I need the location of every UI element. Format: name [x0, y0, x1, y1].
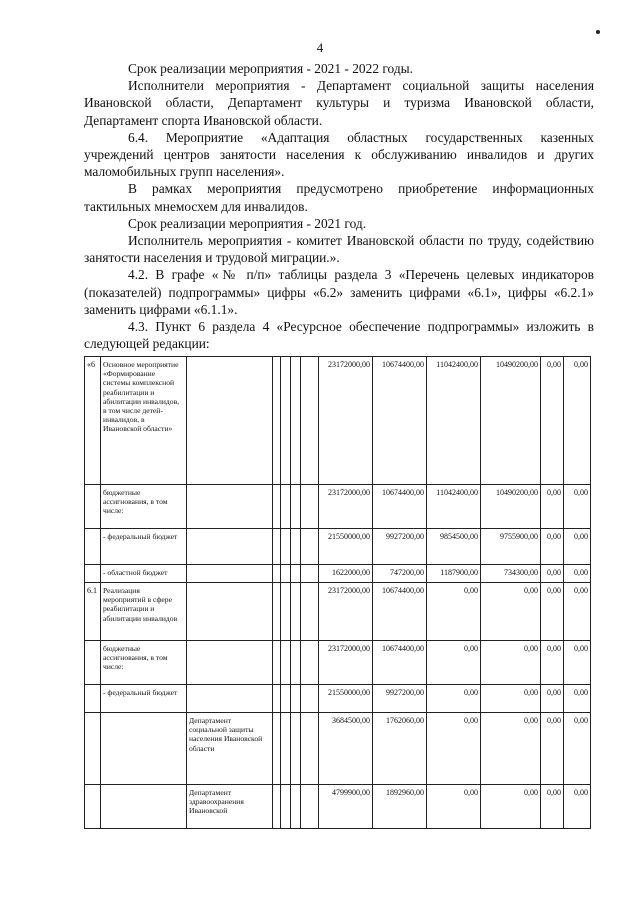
value-cell: 10674400,00 — [373, 583, 427, 641]
value-cell: 9927200,00 — [373, 685, 427, 713]
row-number — [85, 785, 101, 829]
table-row — [85, 565, 591, 583]
value-cell: 0,00 — [541, 713, 564, 785]
empty-cell — [301, 357, 319, 485]
empty-cell — [281, 583, 291, 641]
value-cell: 0,00 — [541, 529, 564, 565]
resource-table — [84, 356, 591, 829]
empty-cell — [291, 583, 301, 641]
empty-cell — [291, 641, 301, 685]
row-name: Основное мероприятие «Формирование системы комплексной реабилитации и абилитации инвалидов, в том числе детей-инвалидов, в Ивановской области» — [101, 357, 187, 485]
value-cell: 0,00 — [541, 641, 564, 685]
value-cell: 11042400,00 — [427, 357, 481, 485]
row-name: Реализация мероприятий в сфере реабилитации и абилитации инвалидов — [101, 583, 187, 641]
value-cell: 23172000,00 — [319, 641, 373, 685]
value-cell: 0,00 — [541, 357, 564, 485]
value-cell: 11042400,00 — [427, 485, 481, 529]
empty-cell — [291, 529, 301, 565]
value-cell: 9854500,00 — [427, 529, 481, 565]
row-executor — [187, 641, 273, 685]
value-cell: 747200,00 — [373, 565, 427, 583]
empty-cell — [281, 529, 291, 565]
value-cell: 0,00 — [564, 485, 591, 529]
page-dot — [596, 30, 600, 34]
value-cell: 0,00 — [427, 713, 481, 785]
value-cell: 0,00 — [481, 583, 541, 641]
value-cell: 0,00 — [427, 641, 481, 685]
value-cell: 1762060,00 — [373, 713, 427, 785]
value-cell: 0,00 — [481, 685, 541, 713]
row-name: - федеральный бюджет — [101, 685, 187, 713]
table-row — [85, 485, 591, 529]
empty-cell — [273, 713, 281, 785]
value-cell: 10674400,00 — [373, 485, 427, 529]
row-executor — [187, 357, 273, 485]
value-cell: 0,00 — [541, 565, 564, 583]
empty-cell — [291, 357, 301, 485]
row-number: «6 — [85, 357, 101, 485]
row-name: - областной бюджет — [101, 565, 187, 583]
table-row — [85, 641, 591, 685]
empty-cell — [291, 785, 301, 829]
row-executor: Департамент социальной защиты населения Ивановской области — [187, 713, 273, 785]
value-cell: 0,00 — [427, 785, 481, 829]
empty-cell — [301, 485, 319, 529]
value-cell: 0,00 — [564, 357, 591, 485]
empty-cell — [301, 583, 319, 641]
empty-cell — [281, 485, 291, 529]
value-cell: 0,00 — [564, 785, 591, 829]
value-cell: 0,00 — [481, 641, 541, 685]
value-cell: 23172000,00 — [319, 485, 373, 529]
row-number — [85, 713, 101, 785]
value-cell: 0,00 — [564, 529, 591, 565]
table-row — [85, 529, 591, 565]
value-cell: 21550000,00 — [319, 685, 373, 713]
empty-cell — [273, 641, 281, 685]
value-cell: 1187900,00 — [427, 565, 481, 583]
row-executor — [187, 565, 273, 583]
paragraph: Срок реализации мероприятия - 2021 год. — [128, 215, 367, 231]
row-name: бюджетные ассигнования, в том числе: — [101, 485, 187, 529]
empty-cell — [273, 485, 281, 529]
value-cell: 0,00 — [427, 685, 481, 713]
row-executor — [187, 529, 273, 565]
empty-cell — [301, 641, 319, 685]
empty-cell — [301, 785, 319, 829]
value-cell: 10674400,00 — [373, 641, 427, 685]
empty-cell — [291, 685, 301, 713]
value-cell: 0,00 — [541, 485, 564, 529]
paragraph: Срок реализации мероприятия - 2021 - 2022 годы. — [128, 61, 413, 76]
value-cell: 0,00 — [427, 583, 481, 641]
empty-cell — [281, 713, 291, 785]
empty-cell — [291, 485, 301, 529]
value-cell: 1892960,00 — [373, 785, 427, 829]
empty-cell — [273, 565, 281, 583]
table-row — [85, 357, 591, 485]
value-cell: 10674400,00 — [373, 357, 427, 485]
table-row — [85, 685, 591, 713]
row-number — [85, 641, 101, 685]
table-row — [85, 583, 591, 641]
paragraph: Исполнитель мероприятия - комитет Ивановской области по труду, содействию занятости населения и трудовой миграции.». — [84, 233, 594, 266]
value-cell: 0,00 — [564, 713, 591, 785]
row-executor — [187, 583, 273, 641]
value-cell: 734300,00 — [481, 565, 541, 583]
row-number — [85, 485, 101, 529]
row-name — [101, 785, 187, 829]
paragraph: 4.3. Пункт 6 раздела 4 «Ресурсное обеспечение подпрограммы» изложить в следующей редакции: — [84, 319, 594, 352]
value-cell: 0,00 — [564, 641, 591, 685]
row-number — [85, 685, 101, 713]
body-text — [84, 60, 594, 352]
empty-cell — [301, 529, 319, 565]
empty-cell — [291, 713, 301, 785]
empty-cell — [273, 529, 281, 565]
value-cell: 0,00 — [541, 583, 564, 641]
empty-cell — [301, 713, 319, 785]
paragraph: 4.2. В графе «№ п/п» таблицы раздела 3 «Перечень целевых индикаторов (показателей) подпрограммы» цифры «6.2» заменить цифрами «6.1», цифры «6.2.1» заменить цифрами «6.1.1». — [84, 267, 594, 317]
value-cell: 0,00 — [564, 565, 591, 583]
value-cell: 0,00 — [481, 785, 541, 829]
value-cell: 10490200,00 — [481, 357, 541, 485]
paragraph: Исполнители мероприятия - Департамент социальной защиты населения Ивановской области, Департамент культуры и туризма Ивановской области, Департамент спорта Ивановской области. — [84, 78, 594, 128]
value-cell: 0,00 — [564, 685, 591, 713]
empty-cell — [281, 785, 291, 829]
value-cell: 0,00 — [541, 785, 564, 829]
empty-cell — [273, 357, 281, 485]
empty-cell — [281, 685, 291, 713]
empty-cell — [273, 583, 281, 641]
row-number — [85, 565, 101, 583]
row-executor: Департамент здравоохранения Ивановской — [187, 785, 273, 829]
value-cell: 9755900,00 — [481, 529, 541, 565]
value-cell: 21550000,00 — [319, 529, 373, 565]
row-executor — [187, 685, 273, 713]
paragraph: 6.4. Мероприятие «Адаптация областных государственных казенных учреждений центров занятости населения к обслуживанию инвалидов и других маломобильных групп населения». — [84, 129, 594, 180]
row-number: 6.1 — [85, 583, 101, 641]
row-number — [85, 529, 101, 565]
row-name: - федеральный бюджет — [101, 529, 187, 565]
value-cell: 0,00 — [481, 713, 541, 785]
value-cell: 0,00 — [564, 583, 591, 641]
empty-cell — [281, 565, 291, 583]
value-cell: 9927200,00 — [373, 529, 427, 565]
empty-cell — [301, 685, 319, 713]
empty-cell — [281, 641, 291, 685]
empty-cell — [273, 785, 281, 829]
value-cell: 23172000,00 — [319, 357, 373, 485]
row-name — [101, 713, 187, 785]
empty-cell — [281, 357, 291, 485]
row-name: бюджетные ассигнования, в том числе: — [101, 641, 187, 685]
value-cell: 4799900,00 — [319, 785, 373, 829]
value-cell: 1622000,00 — [319, 565, 373, 583]
row-executor — [187, 485, 273, 529]
page-number: 4 — [316, 40, 324, 55]
paragraph: В рамках мероприятия предусмотрено приобретение информационных тактильных мнемосхем для инвалидов. — [84, 181, 594, 214]
empty-cell — [273, 685, 281, 713]
value-cell: 10490200,00 — [481, 485, 541, 529]
table-row — [85, 785, 591, 829]
value-cell: 23172000,00 — [319, 583, 373, 641]
empty-cell — [301, 565, 319, 583]
empty-cell — [291, 565, 301, 583]
table-row — [85, 713, 591, 785]
value-cell: 3684500,00 — [319, 713, 373, 785]
value-cell: 0,00 — [541, 685, 564, 713]
